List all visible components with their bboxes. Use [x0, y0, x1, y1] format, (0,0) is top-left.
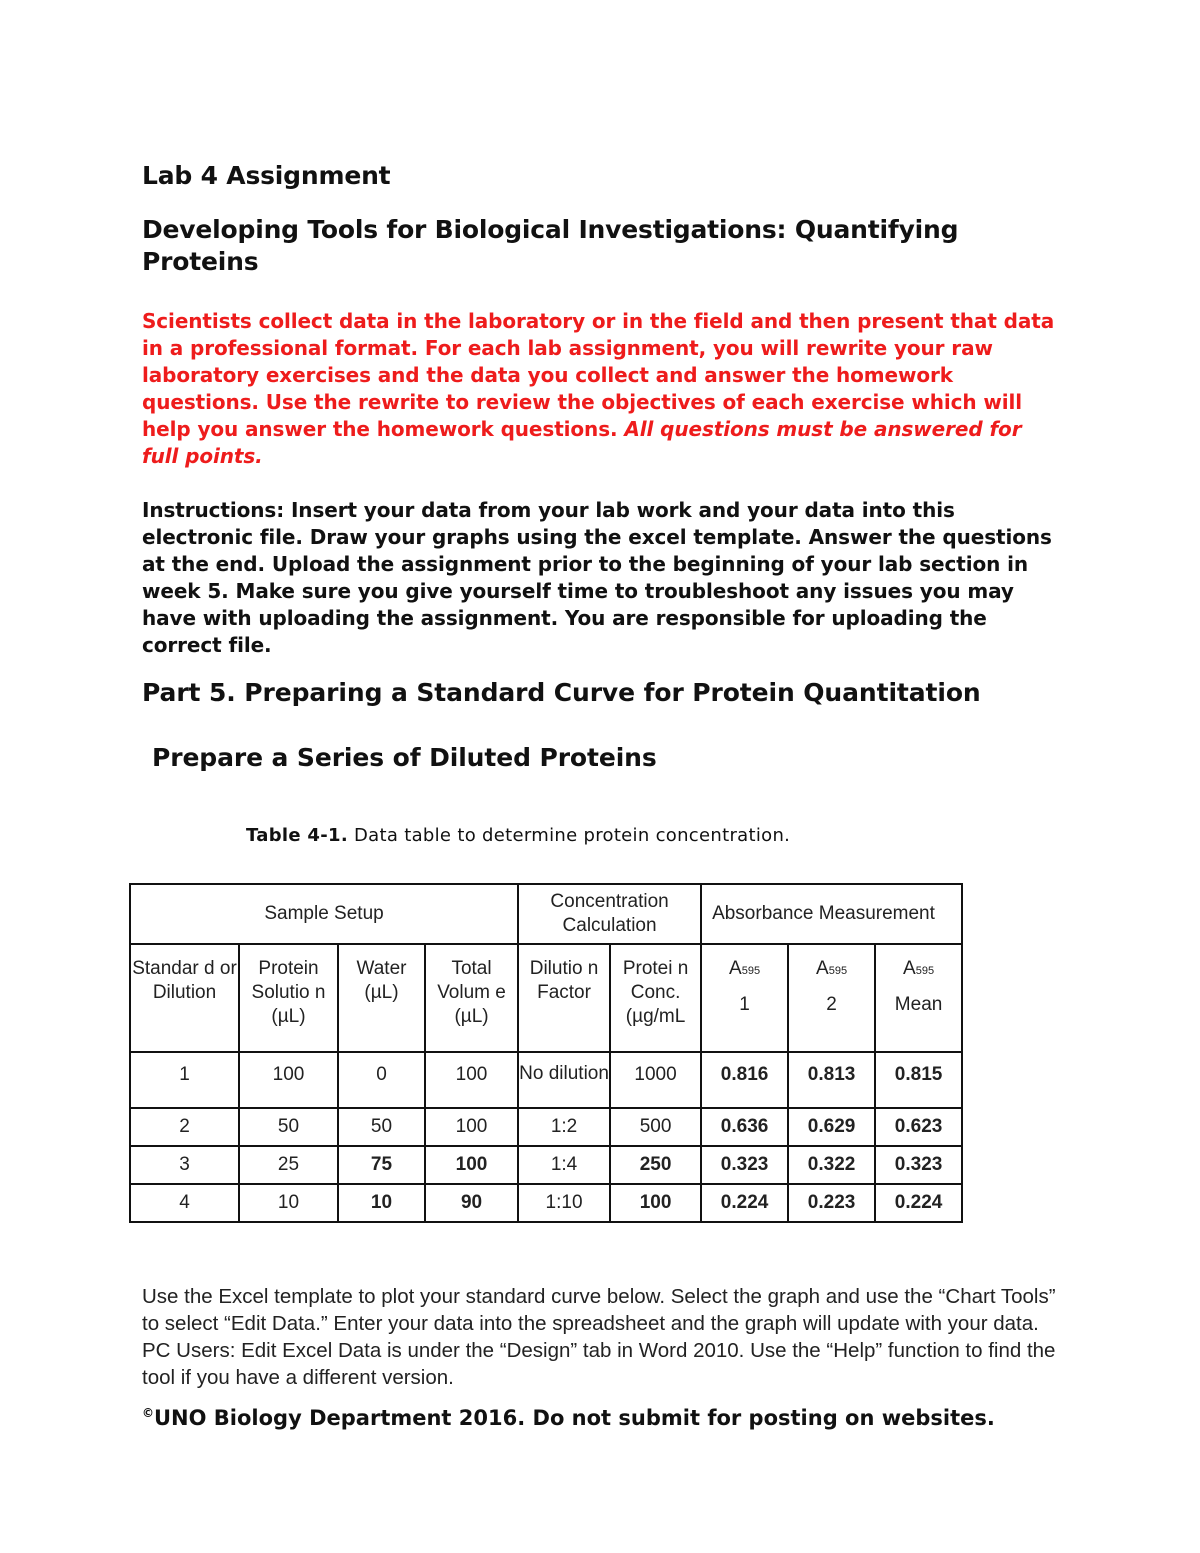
- cell-water: 0: [338, 1052, 425, 1108]
- cell-mean: 0.815: [875, 1052, 962, 1108]
- cell-a2: 0.322: [788, 1146, 875, 1184]
- cell-protein: 100: [239, 1052, 338, 1108]
- col-header-protein-conc: Protei n Conc. (µg/mL: [610, 944, 701, 1052]
- copyright-symbol: ©: [142, 1406, 154, 1420]
- cell-a2: 0.629: [788, 1108, 875, 1146]
- cell-conc: 1000: [610, 1052, 701, 1108]
- excel-instructions-paragraph: Use the Excel template to plot your standard curve below. Select the graph and use the “Chart Tools” to select “Edit Data.” Enter your data into the spreadsheet and the graph will update with your data. PC Users: Edit Excel Data is under the “Design” tab in Word 2010. Use the “Help” function to find the tool if you have a different version.: [142, 1285, 1056, 1389]
- group-header-absorbance: Absorbance Measurement: [701, 884, 962, 944]
- table-column-header-row: [130, 944, 962, 1052]
- cell-a1: 0.224: [701, 1184, 788, 1222]
- table-row: [130, 1108, 962, 1146]
- cell-a1: 0.323: [701, 1146, 788, 1184]
- protein-data-table: [129, 883, 963, 1223]
- intro-text: Scientists collect data in the laboratory or in the field and then present that data in a professional format. For each lab assignment, you will rewrite your raw laboratory exercises and the data you collect and answer the homework questions. Use the rewrite to review the objectives of each exercise which will help you answer the homework questions.: [142, 309, 1055, 441]
- col-header-protein-solution: Protein Solutio n (µL): [239, 944, 338, 1052]
- cell-water: 10: [338, 1184, 425, 1222]
- cell-mean: 0.323: [875, 1146, 962, 1184]
- cell-a1: 0.816: [701, 1052, 788, 1108]
- col-header-a595-1: [701, 944, 788, 1052]
- cell-protein: 25: [239, 1146, 338, 1184]
- cell-water: 50: [338, 1108, 425, 1146]
- cell-mean: 0.623: [875, 1108, 962, 1146]
- part-heading: Part 5. Preparing a Standard Curve for Protein Quantitation: [142, 678, 981, 707]
- document-title: Lab 4 Assignment: [142, 161, 391, 190]
- intro-paragraph: [142, 308, 1062, 470]
- cell-standard: 2: [130, 1108, 239, 1146]
- cell-protein: 50: [239, 1108, 338, 1146]
- table-group-header-row: [130, 884, 962, 944]
- cell-total: 100: [425, 1108, 518, 1146]
- cell-water: 75: [338, 1146, 425, 1184]
- group-header-sample-setup: Sample Setup: [130, 884, 518, 944]
- instructions-paragraph: Instructions: Insert your data from your lab work and your data into this electronic file. Draw your graphs using the excel template. Answer the questions at the end. Upload the assignment prior to the beginning of your lab section in week 5. Make sure you give yourself time to troubleshoot any issues you may have with uploading the assignment. You are responsible for uploading the correct file.: [142, 498, 1052, 657]
- cell-protein: 10: [239, 1184, 338, 1222]
- cell-a2: 0.223: [788, 1184, 875, 1222]
- col-header-a595-mean: [875, 944, 962, 1052]
- a595-subscript: 595: [915, 965, 935, 977]
- cell-dilution: 1:2: [518, 1108, 610, 1146]
- a595-letter: A: [729, 958, 742, 979]
- table-row: [130, 1052, 962, 1108]
- intro-emphasis: All questions must be answered for full points.: [142, 417, 1022, 468]
- cell-standard: 4: [130, 1184, 239, 1222]
- cell-dilution: 1:10: [518, 1184, 610, 1222]
- cell-a2: 0.813: [788, 1052, 875, 1108]
- section-heading: Prepare a Series of Diluted Proteins: [152, 743, 657, 772]
- col-header-a595-2: [788, 944, 875, 1052]
- cell-dilution: No dilution: [518, 1052, 610, 1108]
- cell-conc: 100: [610, 1184, 701, 1222]
- a595-letter: A: [816, 958, 829, 979]
- a595-subscript: 595: [828, 965, 848, 977]
- a595-2-label: 2: [826, 994, 837, 1015]
- group-header-concentration: Concentration Calculation: [518, 884, 701, 944]
- cell-total: 100: [425, 1146, 518, 1184]
- a595-letter: A: [903, 958, 916, 979]
- cell-conc: 250: [610, 1146, 701, 1184]
- table-caption: [246, 825, 790, 846]
- cell-total: 100: [425, 1052, 518, 1108]
- col-header-total-volume: Total Volum e (µL): [425, 944, 518, 1052]
- document-subtitle: Developing Tools for Biological Investigations: Quantifying Proteins: [142, 215, 959, 276]
- table-row: [130, 1184, 962, 1222]
- table-row: [130, 1146, 962, 1184]
- copyright-text: UNO Biology Department 2016. Do not submit for posting on websites.: [154, 1406, 995, 1430]
- cell-standard: 3: [130, 1146, 239, 1184]
- col-header-standard: Standar d or Dilution: [130, 944, 239, 1052]
- a595-subscript: 595: [741, 965, 761, 977]
- cell-a1: 0.636: [701, 1108, 788, 1146]
- table-caption-text: Data table to determine protein concentration.: [348, 825, 791, 846]
- table-caption-label: Table 4-1.: [246, 825, 348, 846]
- cell-standard: 1: [130, 1052, 239, 1108]
- a595-mean-label: Mean: [894, 994, 943, 1015]
- cell-total: 90: [425, 1184, 518, 1222]
- cell-conc: 500: [610, 1108, 701, 1146]
- cell-mean: 0.224: [875, 1184, 962, 1222]
- cell-dilution: 1:4: [518, 1146, 610, 1184]
- col-header-dilution-factor: Dilutio n Factor: [518, 944, 610, 1052]
- copyright-footer: [142, 1399, 1042, 1432]
- col-header-water: Water (µL): [338, 944, 425, 1052]
- a595-1-label: 1: [739, 994, 750, 1015]
